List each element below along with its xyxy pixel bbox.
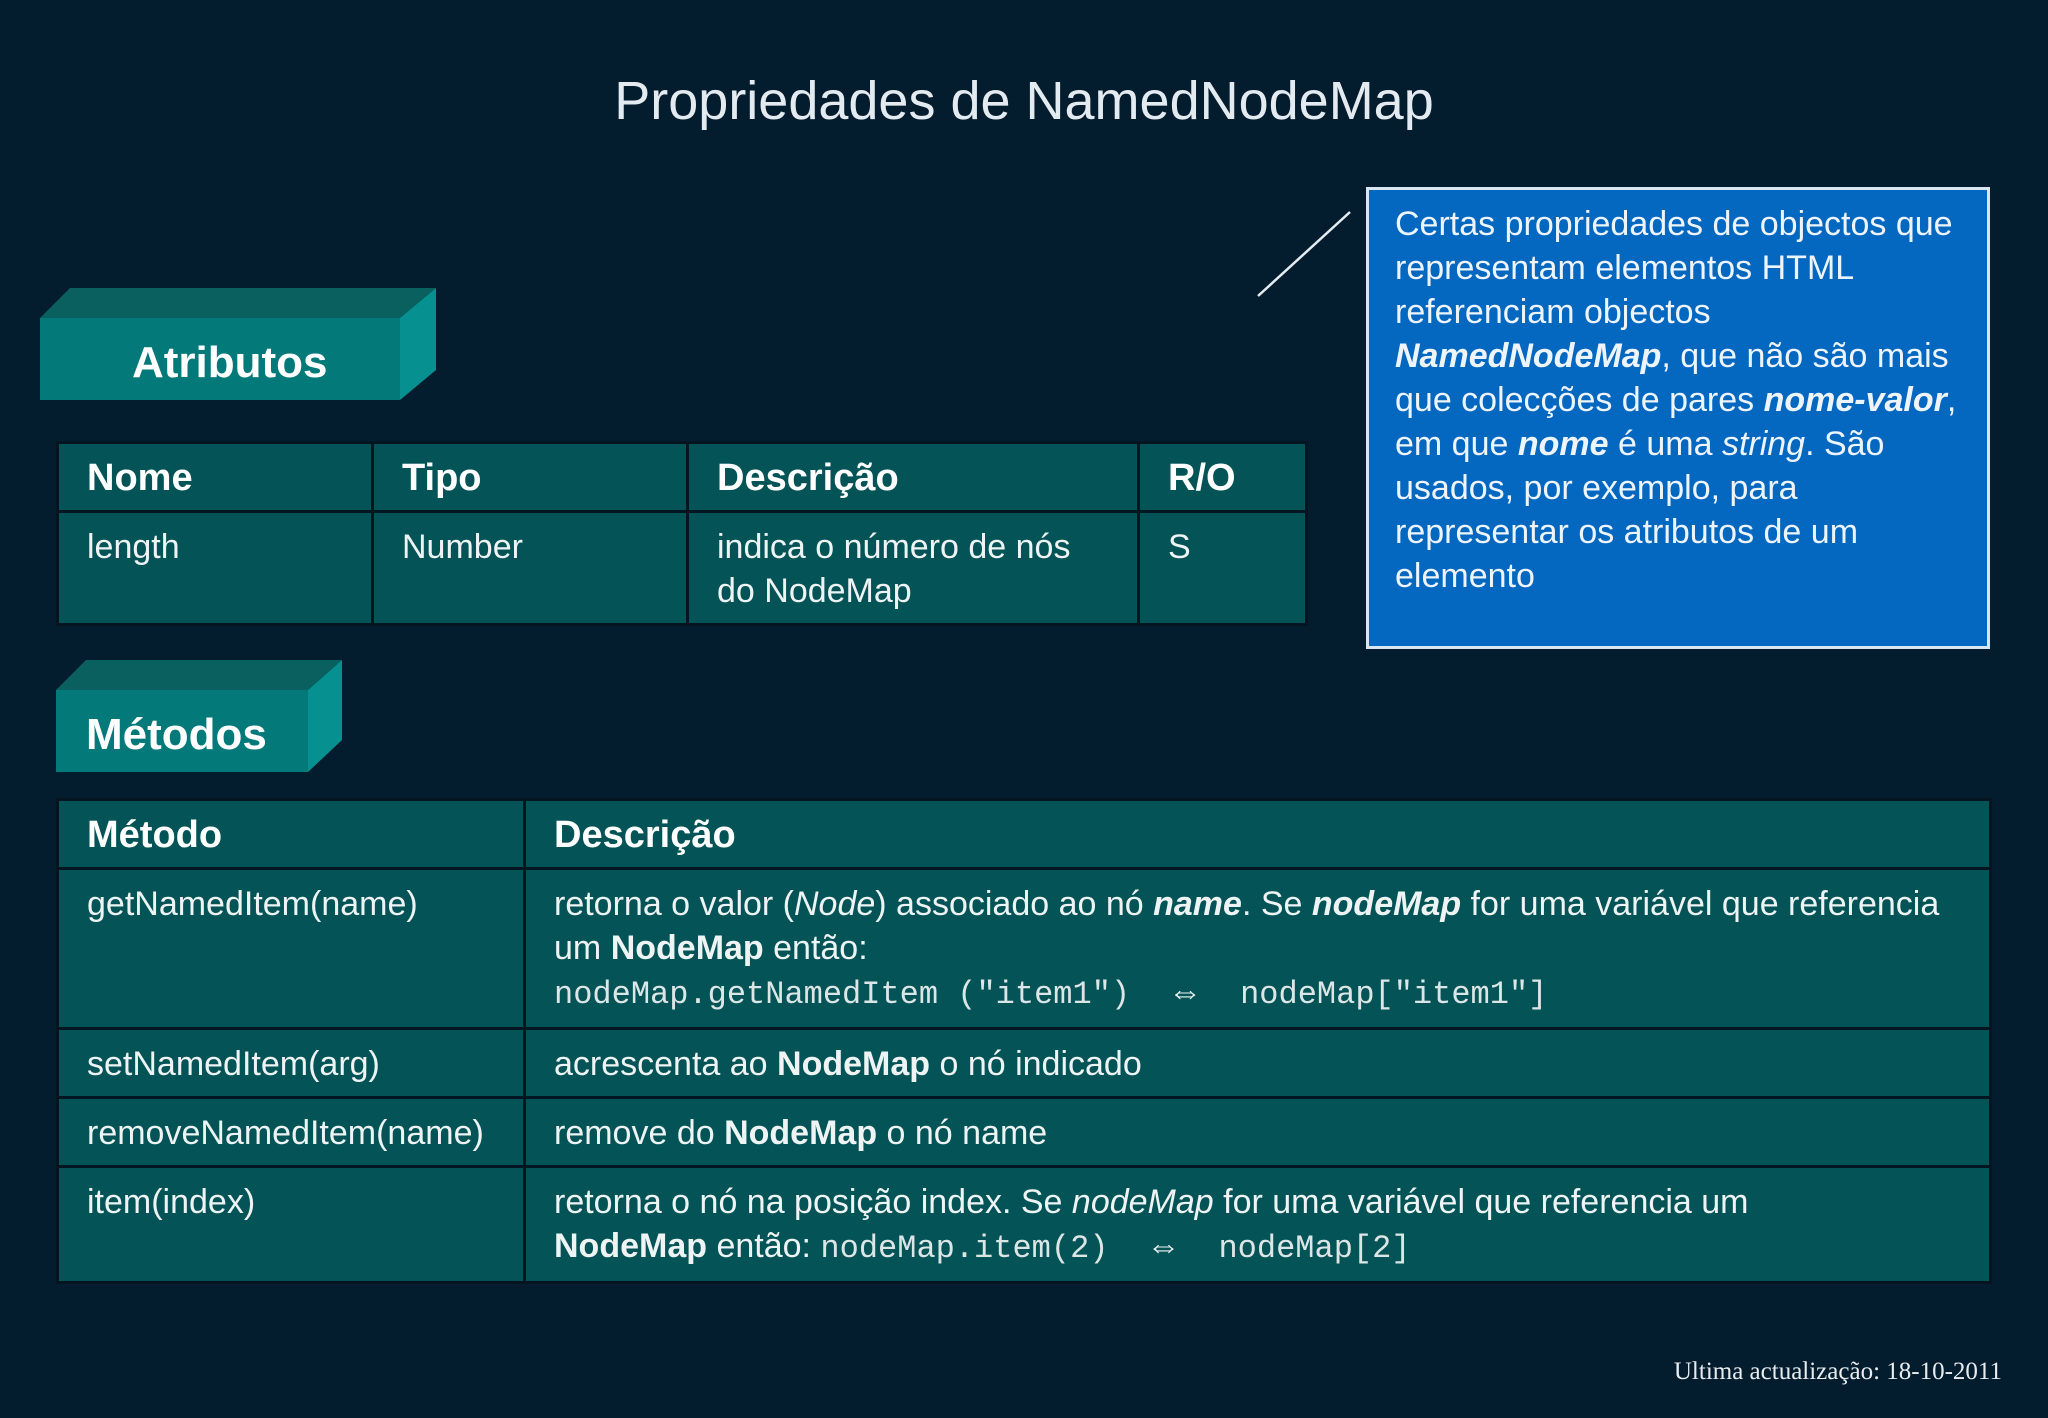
methods-section-label: Métodos xyxy=(86,710,267,759)
method-name: setNamedItem(arg) xyxy=(58,1029,525,1098)
header-nome: Nome xyxy=(58,443,373,512)
method-description: retorna o nó na posição index. Se nodeMap for uma variável que referencia um NodeMap então: nodeMap.item(2) ⇔ nodeMap[2] xyxy=(525,1167,1991,1283)
last-updated-footer: Ultima actualização: 18-10-2011 xyxy=(1673,1358,2002,1385)
methods-section-box xyxy=(56,660,346,774)
attributes-section-label: Atributos xyxy=(132,338,328,387)
code-example: nodeMap[2] xyxy=(1218,1230,1411,1267)
table-row xyxy=(58,512,1307,625)
info-callout-box: Certas propriedades de objectos que representam elementos HTML referenciam objectos NamedNodeMap, que não são mais que colecções de pares nome-valor, em que nome é uma string. São usados, por exemplo, para representar os atributos de um elemento xyxy=(1366,187,1990,649)
callout-pointer-line xyxy=(1250,210,1360,300)
cell-name: length xyxy=(58,512,373,625)
table-header-row xyxy=(58,443,1307,512)
table-row xyxy=(58,869,1991,1029)
slide-title: Propriedades de NamedNodeMap xyxy=(614,71,1434,131)
equivalence-arrow-icon: ⇔ xyxy=(1146,1227,1181,1265)
table-row xyxy=(58,1167,1991,1283)
code-example: nodeMap.getNamedItem ("item1") xyxy=(554,976,1131,1013)
method-name: getNamedItem(name) xyxy=(58,869,525,1029)
header-descricao: Descrição xyxy=(525,800,1991,869)
method-description: retorna o valor (Node) associado ao nó name. Se nodeMap for uma variável que referencia um NodeMap então: nodeMap.getNamedItem ("item1") ⇔ nodeMap["item1"] xyxy=(525,869,1991,1029)
header-ro: R/O xyxy=(1139,443,1307,512)
method-description: acrescenta ao NodeMap o nó indicado xyxy=(525,1029,1991,1098)
header-descricao: Descrição xyxy=(688,443,1139,512)
method-name: item(index) xyxy=(58,1167,525,1283)
attributes-table xyxy=(56,441,1308,626)
header-tipo: Tipo xyxy=(373,443,688,512)
table-row xyxy=(58,1098,1991,1167)
cell-description: indica o número de nós do NodeMap xyxy=(688,512,1139,625)
methods-table xyxy=(56,798,1992,1284)
header-metodo: Método xyxy=(58,800,525,869)
cell-type: Number xyxy=(373,512,688,625)
equivalence-arrow-icon: ⇔ xyxy=(1168,973,1203,1011)
method-description: remove do NodeMap o nó name xyxy=(525,1098,1991,1167)
attributes-section-box xyxy=(40,288,440,404)
code-example: nodeMap["item1"] xyxy=(1240,976,1548,1013)
table-header-row xyxy=(58,800,1991,869)
method-name: removeNamedItem(name) xyxy=(58,1098,525,1167)
cell-ro: S xyxy=(1139,512,1307,625)
code-example: nodeMap.item(2) xyxy=(820,1230,1109,1267)
table-row xyxy=(58,1029,1991,1098)
